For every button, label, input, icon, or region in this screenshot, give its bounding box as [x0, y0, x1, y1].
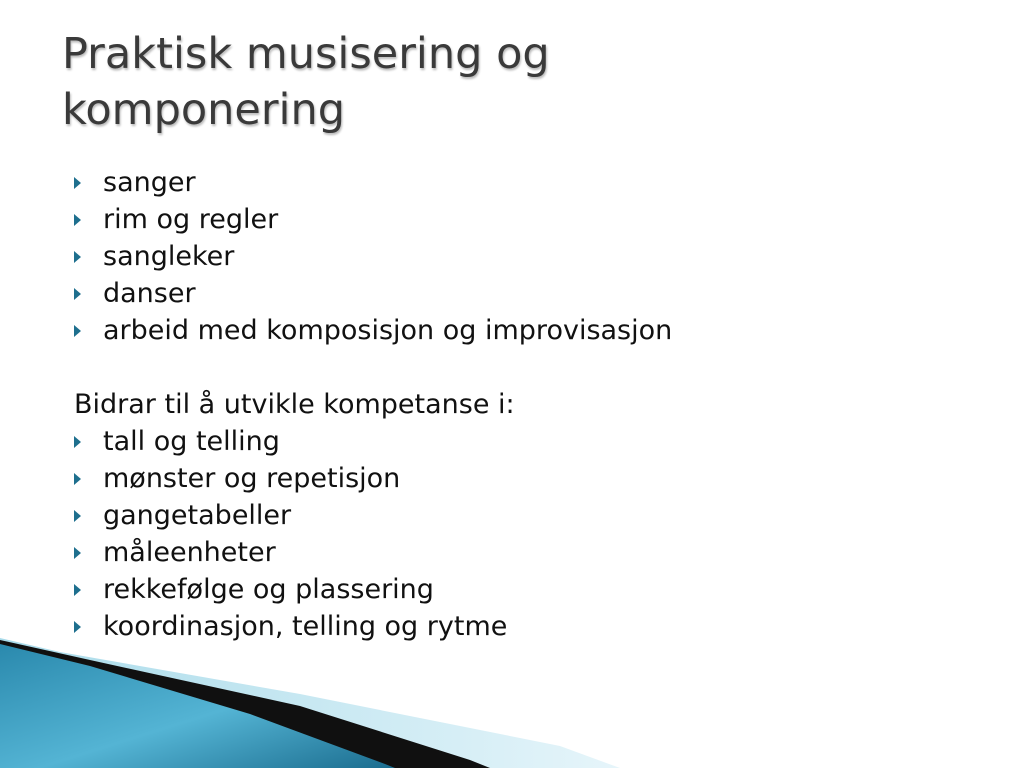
- triangle-bullet-icon: [74, 473, 81, 485]
- list-item: tall og telling: [74, 423, 974, 460]
- triangle-bullet-icon: [74, 436, 81, 448]
- list-item: rekkefølge og plassering: [74, 571, 974, 608]
- competence-list: [74, 423, 974, 645]
- list-item: sanger: [74, 164, 974, 201]
- spacer: [74, 349, 974, 386]
- triangle-bullet-icon: [74, 325, 81, 337]
- title-line-2: komponering: [62, 85, 346, 135]
- list-item: rim og regler: [74, 201, 974, 238]
- triangle-bullet-icon: [74, 288, 81, 300]
- triangle-bullet-icon: [74, 621, 81, 633]
- list-item: gangetabeller: [74, 497, 974, 534]
- activity-list: [74, 164, 974, 349]
- triangle-bullet-icon: [74, 547, 81, 559]
- triangle-bullet-icon: [74, 177, 81, 189]
- list-item: måleenheter: [74, 534, 974, 571]
- slide-title: [62, 26, 962, 138]
- corner-wave-decoration: [0, 638, 1024, 768]
- list-item: danser: [74, 275, 974, 312]
- triangle-bullet-icon: [74, 214, 81, 226]
- list-item: koordinasjon, telling og rytme: [74, 608, 974, 645]
- triangle-bullet-icon: [74, 510, 81, 522]
- list-item: mønster og repetisjon: [74, 460, 974, 497]
- list-item: arbeid med komposisjon og improvisasjon: [74, 312, 974, 349]
- competence-heading: Bidrar til å utvikle kompetanse i:: [74, 389, 515, 420]
- title-line-1: Praktisk musisering og: [62, 29, 550, 79]
- slide-body: [74, 164, 974, 645]
- list-item: sangleker: [74, 238, 974, 275]
- triangle-bullet-icon: [74, 584, 81, 596]
- triangle-bullet-icon: [74, 251, 81, 263]
